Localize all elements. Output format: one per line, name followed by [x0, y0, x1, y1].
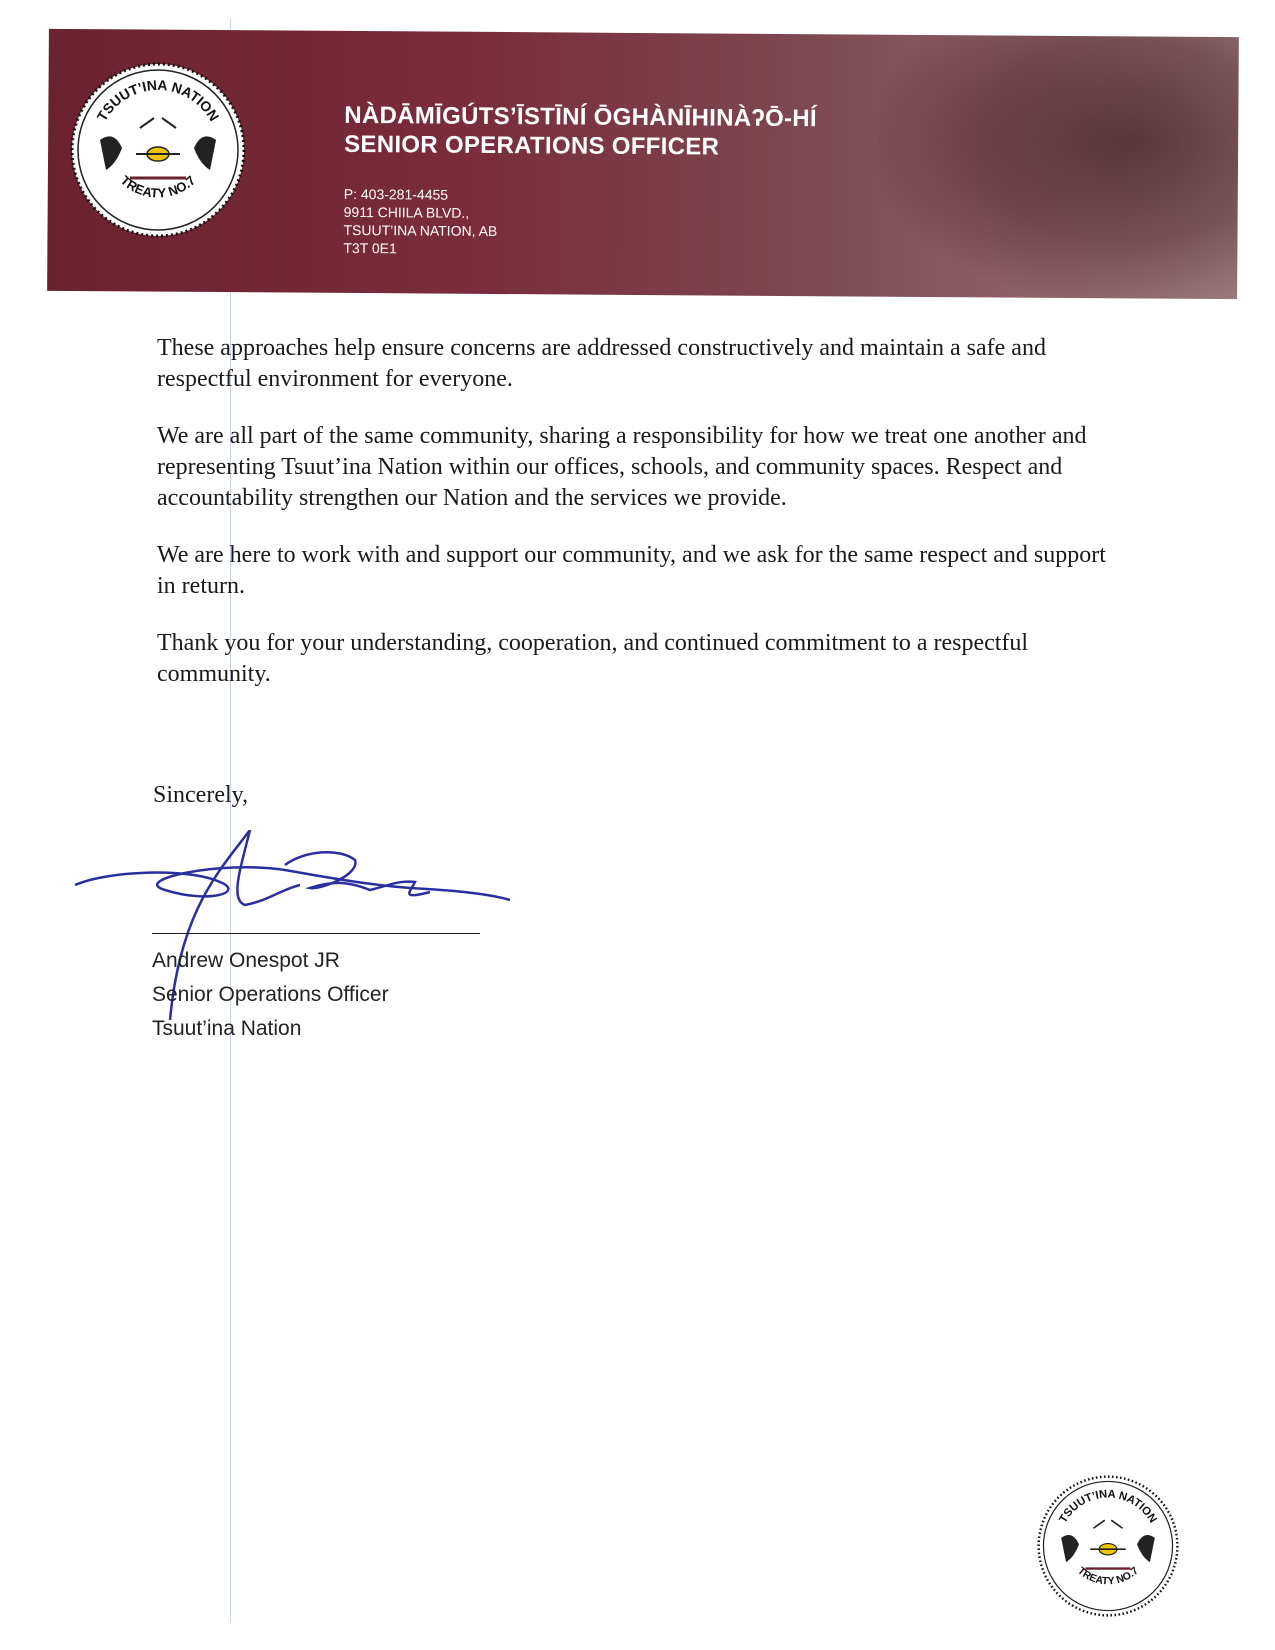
address-line-1: 9911 CHIILA BLVD.,	[343, 203, 470, 221]
letterhead-contact	[343, 185, 816, 260]
tsuutina-seal-stamp	[1037, 1475, 1179, 1617]
svg-text:TSUUT’INA NATION: TSUUT’INA NATION	[1057, 1488, 1159, 1526]
chief-portrait-image	[877, 35, 1239, 300]
signer-organization: Tsuut’ina Nation	[152, 1017, 302, 1040]
svg-text:TSUUT’INA NATION: TSUUT’INA NATION	[93, 76, 223, 124]
letter-body	[157, 333, 1117, 716]
svg-text:TREATY NO.7: TREATY NO.7	[117, 172, 199, 201]
letter-paragraph: We are here to work with and support our community, and we ask for the same respect and support in return.	[157, 542, 1106, 599]
postal-code: T3T 0E1	[343, 239, 397, 257]
letterhead-subtitle: SENIOR OPERATIONS OFFICER	[344, 130, 720, 161]
signer-name: Andrew Onespot JR	[152, 949, 340, 972]
letter-paragraph: We are all part of the same community, sharing a responsibility for how we treat one another and representing Tsuut’ina Nation within our offices, schools, and community spaces. Respect and accountability strengthen our Nation and the services we provide.	[157, 423, 1087, 511]
closing-salutation: Sincerely,	[153, 782, 249, 808]
letter-paragraph: Thank you for your understanding, cooperation, and continued commitment to a respectful community.	[157, 630, 1029, 687]
signature-line	[152, 933, 480, 934]
signature-block	[152, 944, 389, 1046]
letterhead-title: NÀDĀMĪGÚTS’ĪSTĪNÍ ŌGHÀNĪHINÀʔŌ-HÍ	[344, 101, 817, 133]
tsuutina-seal-logo	[70, 62, 246, 238]
svg-text:TREATY NO.7: TREATY NO.7	[1075, 1565, 1141, 1588]
letterhead-text	[343, 101, 817, 260]
signer-title: Senior Operations Officer	[152, 983, 389, 1006]
letter-paragraph: These approaches help ensure concerns are addressed constructively and maintain a safe and respectful environment for everyone.	[157, 335, 1046, 392]
address-line-2: TSUUT’INA NATION, AB	[343, 221, 498, 239]
phone-number: P: 403-281-4455	[343, 185, 449, 203]
